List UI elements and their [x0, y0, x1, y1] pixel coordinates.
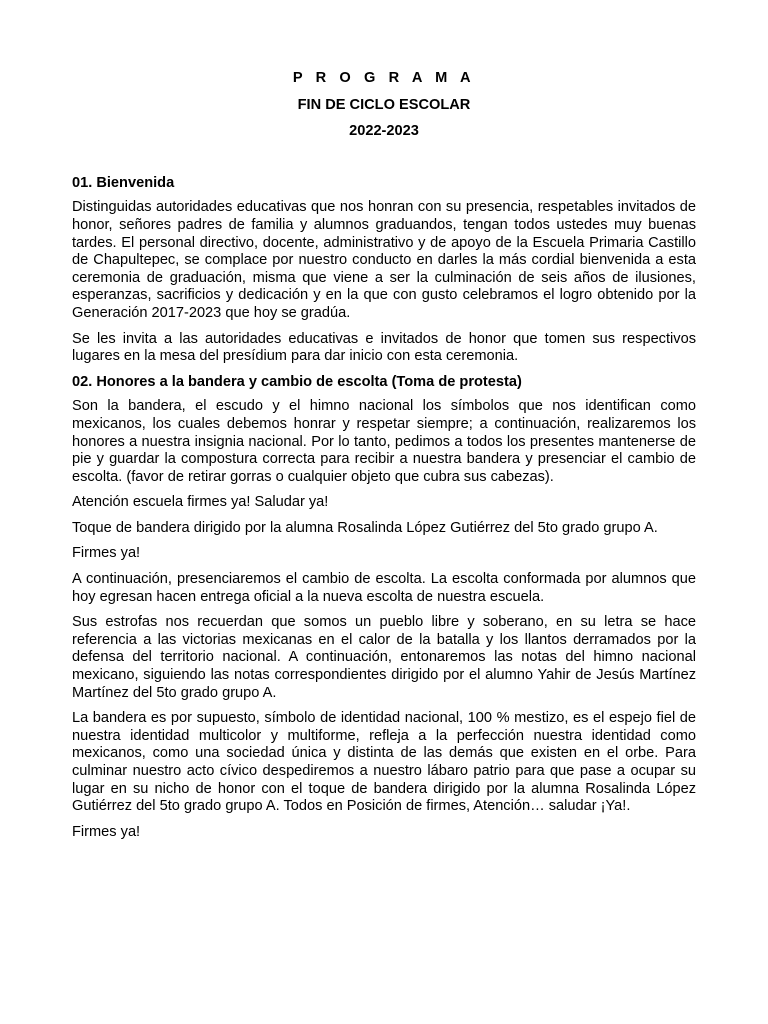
paragraph: Atención escuela firmes ya! Saludar ya!: [72, 494, 329, 511]
document-page: [72, 70, 696, 849]
paragraph: Se les invita a las autoridades educativas e invitados de honor que tomen sus respectivos lugares en la mesa del presídium para dar inicio con esta ceremonia.: [72, 330, 696, 365]
document-header: [72, 70, 696, 141]
section-title: 02. Honores a la bandera y cambio de escolta (Toma de protesta): [72, 373, 522, 390]
section-honores: [72, 374, 696, 842]
paragraph: Firmes ya!: [72, 545, 141, 562]
section-bienvenida: [72, 175, 696, 366]
paragraph: Toque de bandera dirigido por la alumna Rosalinda López Gutiérrez del 5to grado grupo A.: [72, 519, 658, 536]
paragraph: La bandera es por supuesto, símbolo de identidad nacional, 100 % mestizo, es el espejo fiel de nuestra identidad multicolor y multiforme, refleja a la perfección nuestra identidad como mexicanos, como una sociedad única y distinta de las demás que existen en el orbe. Para culminar nuestro acto cívico despediremos a nuestro lábaro patrio para que pase a ocupar su lugar en su nicho de honor con el toque de bandera dirigido por la alumna Rosalinda López Gutiérrez del 5to grado grupo A. Todos en Posición de firmes, Atención… saludar ¡Ya!.: [72, 710, 696, 815]
program-title: P R O G R A M A: [292, 70, 476, 86]
paragraph: Sus estrofas nos recuerdan que somos un pueblo libre y soberano, en su letra se hace referencia a las victorias mexicanas en el calor de la batalla y los llantos derramados por la defensa del territorio nacional. A continuación, entonaremos las notas del himno nacional mexicano, siguiendo las notas correspondientes dirigido por el alumno Yahir de Jesús Martínez Martínez del 5to grado grupo A.: [72, 614, 696, 701]
school-year: 2022-2023: [349, 123, 419, 140]
event-subtitle: FIN DE CICLO ESCOLAR: [297, 96, 471, 113]
paragraph: Firmes ya!: [72, 823, 141, 840]
paragraph: Distinguidas autoridades educativas que nos honran con su presencia, respetables invitados de honor, señores padres de familia y alumnos graduandos, tengan todos ustedes muy buenas tardes. El personal directivo, docente, administrativo y de apoyo de la Escuela Primaria Castillo de Chapultepec, se complace por nuestro conducto en darles la más cordial bienvenida a esta ceremonia de graduación, misma que viene a ser la culminación de seis años de ilusiones, esperanzas, sacrificios y dedicación y en la que con gusto celebramos el logro obtenido por la Generación 2017-2023 que hoy se gradúa.: [72, 199, 696, 321]
paragraph: Son la bandera, el escudo y el himno nacional los símbolos que nos identifican como mexicanos, los cuales debemos honrar y respetar siempre; a continuación, realizaremos los honores a nuestra insignia nacional. Por lo tanto, pedimos a todos los presentes mantenerse de pie y guardar la compostura correcta para recibir a nuestra bandera y presenciar el cambio de escolta. (favor de retirar gorras o cualquier objeto que cubra sus cabezas).: [72, 398, 696, 485]
paragraph: A continuación, presenciaremos el cambio de escolta. La escolta conformada por alumnos que hoy egresan hacen entrega oficial a la nueva escolta de nuestra escuela.: [72, 571, 696, 605]
section-title: 01. Bienvenida: [72, 174, 175, 191]
